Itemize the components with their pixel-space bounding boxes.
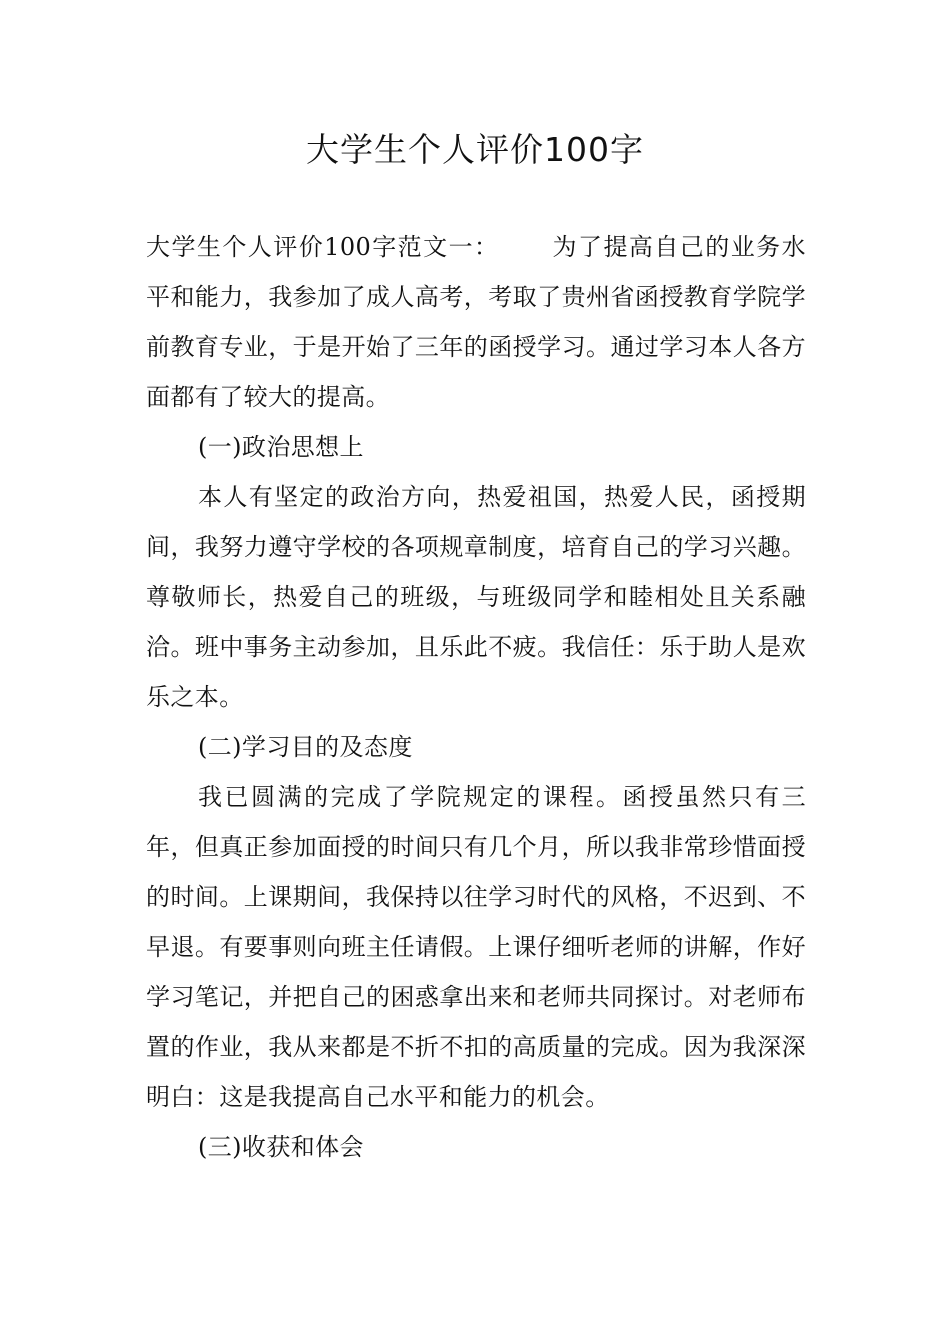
section-paragraph-2: 我已圆满的完成了学院规定的课程。函授虽然只有三年，但真正参加面授的时间只有几个月，所以我非常珍惜面授的时间。上课期间，我保持以往学习时代的风格，不迟到、不早退。有要事则向班主任请假。上课仔细听老师的讲解，作好学习笔记，并把自己的困惑拿出来和老师共同探讨。对老师布置的作业，我从来都是不折不扣的高质量的完成。因为我深深明白：这是我提高自己水平和能力的机会。 xyxy=(146,783,806,1111)
section-heading-3: (三)收获和体会 xyxy=(198,1133,364,1161)
section-paragraph-1: 本人有坚定的政治方向，热爱祖国，热爱人民，函授期间，我努力遵守学校的各项规章制度，培育自己的学习兴趣。尊敬师长，热爱自己的班级，与班级同学和睦相处且关系融洽。班中事务主动参加，且乐此不疲。我信任：乐于助人是欢乐之本。 xyxy=(146,483,806,711)
document-body xyxy=(146,222,806,1172)
intro-text: 为了提高自己的业务水平和能力，我参加了成人高考，考取了贵州省函授教育学院学前教育专业，于是开始了三年的函授学习。通过学习本人各方面都有了较大的提高。 xyxy=(146,233,806,411)
section-heading-1: (一)政治思想上 xyxy=(198,433,364,461)
intro-label: 大学生个人评价100字范文一： xyxy=(146,233,500,261)
document-title: 大学生个人评价100字 xyxy=(306,130,644,169)
section-heading-2: (二)学习目的及态度 xyxy=(198,733,413,761)
intro-paragraph xyxy=(146,222,806,422)
